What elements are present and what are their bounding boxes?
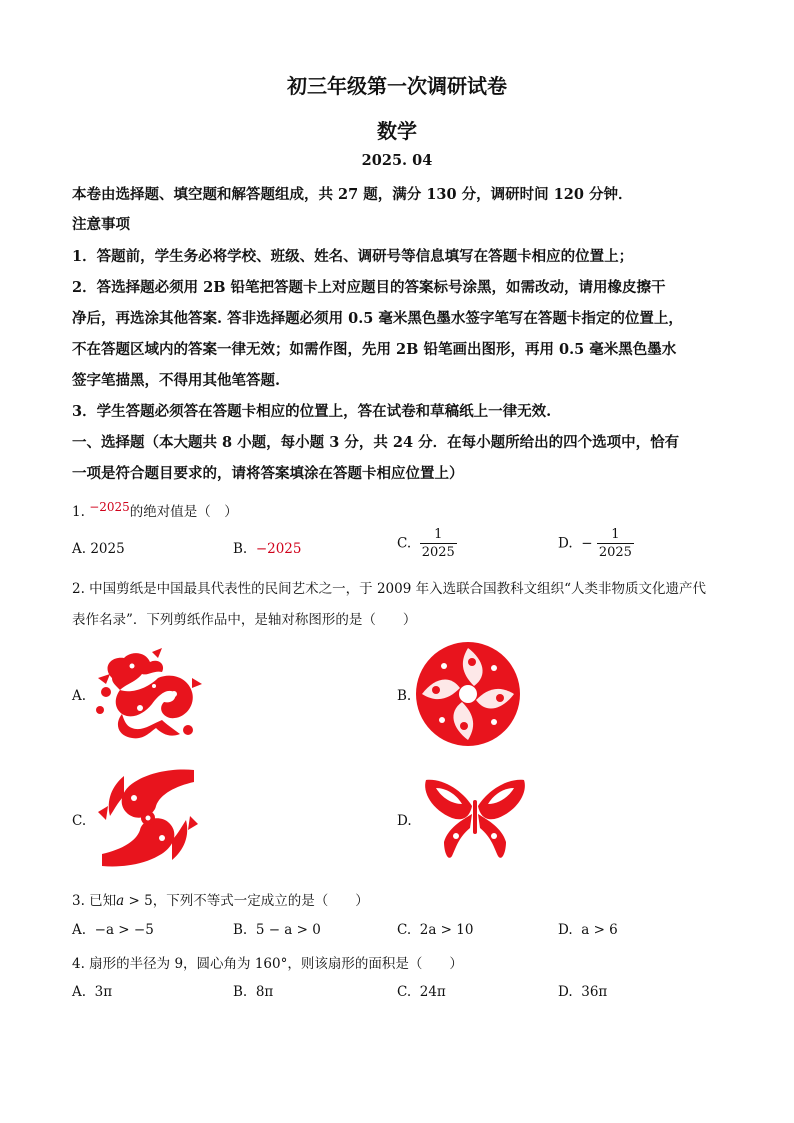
dragon-papercut-icon: [92, 648, 204, 746]
option-label: D.: [558, 922, 573, 938]
subject-title: 数学: [377, 119, 417, 143]
birds-papercut-icon: [94, 766, 202, 870]
question-4: 4. 扇形的半径为 9，圆心角为 160°，则该扇形的面积是（ ）: [72, 956, 463, 972]
fish-circle-papercut-icon: [414, 640, 522, 748]
option-value: 36π: [581, 984, 608, 1000]
question-2-line2: 表作名录”．下列剪纸作品中，是轴对称图形的是（ ）: [72, 612, 417, 628]
butterfly-papercut-icon: [422, 776, 528, 864]
q2-option-d-label: D.: [397, 813, 412, 829]
q1-option-b: [233, 541, 301, 557]
question-3: [72, 889, 369, 909]
question-number: 1.: [72, 504, 85, 520]
numerator: 1: [611, 527, 620, 542]
q2-option-b-label: B.: [397, 688, 412, 704]
q2-option-a-label: A.: [72, 688, 87, 704]
question-2-line1: 2. 中国剪纸是中国最具代表性的民间艺术之一，于 2009 年入选联合国教科文组织“人类非物质文化遗产代: [72, 581, 707, 597]
minus-sign: −: [581, 535, 593, 552]
option-value: a > 6: [581, 922, 618, 938]
intro-text: 本卷由选择题、填空题和解答题组成，共 27 题，满分 130 分，调研时间 120 分钟．: [72, 186, 633, 203]
section1-heading-line1: 一、选择题（本大题共 8 小题，每小题 3 分，共 24 分．在每小题所给出的四个选项中，恰有: [72, 434, 680, 451]
fraction: [420, 528, 457, 559]
denominator: 2025: [421, 545, 455, 560]
q1-expression: −2025: [89, 500, 130, 514]
q4-option-c: [397, 984, 446, 1000]
option-label: B.: [233, 541, 248, 557]
q3-option-a: [72, 922, 154, 938]
q3-prefix: 3. 已知: [72, 893, 117, 909]
option-label: A.: [72, 984, 87, 1000]
option-value: 3π: [94, 984, 113, 1000]
option-label: D.: [558, 535, 573, 552]
option-label: B.: [233, 984, 248, 1000]
option-label: D.: [558, 984, 573, 1000]
note-item-2-line3: 不在答题区域内的答案一律无效；如需作图，先用 2B 铅笔画出图形，再用 0.5 毫米黑色墨水: [72, 341, 677, 358]
note-item-2-line1: 2．答选择题必须用 2B 铅笔把答题卡上对应题目的答案标号涂黑，如需改动，请用橡皮擦干: [72, 279, 666, 296]
q1-option-d: [558, 528, 634, 559]
q4-option-a: [72, 984, 112, 1000]
section1-heading-line2: 一项是符合题目要求的，请将答案填涂在答题卡相应位置上）: [72, 465, 464, 482]
fraction: [597, 528, 634, 559]
q1-text: 的绝对值是（ ）: [129, 504, 238, 520]
denominator: 2025: [598, 545, 632, 560]
q3-text: ，下列不等式一定成立的是（ ）: [152, 893, 369, 909]
option-label: A.: [72, 541, 87, 557]
exam-date: 2025. 04: [361, 152, 433, 169]
exam-title: 初三年级第一次调研试卷: [287, 74, 507, 98]
q1-option-c: [397, 528, 457, 559]
question-1: [72, 500, 238, 520]
option-label: C.: [397, 535, 412, 552]
note-item-2-line2: 净后，再选涂其他答案. 答非选择题必须用 0.5 毫米黑色墨水签字笔写在答题卡指定的位置上，: [72, 310, 683, 327]
q3-condition: > 5: [124, 893, 153, 909]
option-value: 2025: [90, 541, 125, 557]
q2-option-c-label: C.: [72, 813, 87, 829]
q3-variable: a: [116, 893, 125, 909]
q3-option-c: [397, 922, 473, 938]
option-label: A.: [72, 922, 87, 938]
note-item-2-line4: 签字笔描黑，不得用其他笔答题.: [72, 372, 281, 389]
q3-option-d: [558, 922, 618, 938]
option-value: 5 − a > 0: [255, 922, 321, 938]
numerator: 1: [434, 527, 443, 542]
option-value: 24π: [419, 984, 446, 1000]
option-label: C.: [397, 922, 412, 938]
option-label: C.: [397, 984, 412, 1000]
option-value: −2025: [255, 541, 302, 557]
q4-option-b: [233, 984, 273, 1000]
note-item-1: 1．答题前，学生务必将学校、班级、姓名、调研号等信息填写在答题卡相应的位置上；: [72, 248, 634, 265]
option-label: B.: [233, 922, 248, 938]
note-item-3: 3．学生答题必须答在答题卡相应的位置上，答在试卷和草稿纸上一律无效.: [72, 403, 552, 420]
notes-heading: 注意事项: [72, 216, 130, 233]
option-value: 2a > 10: [419, 922, 474, 938]
option-value: 8π: [255, 984, 274, 1000]
option-value: −a > −5: [94, 922, 154, 938]
q1-option-a: [72, 541, 125, 557]
q4-option-d: [558, 984, 607, 1000]
q3-option-b: [233, 922, 321, 938]
